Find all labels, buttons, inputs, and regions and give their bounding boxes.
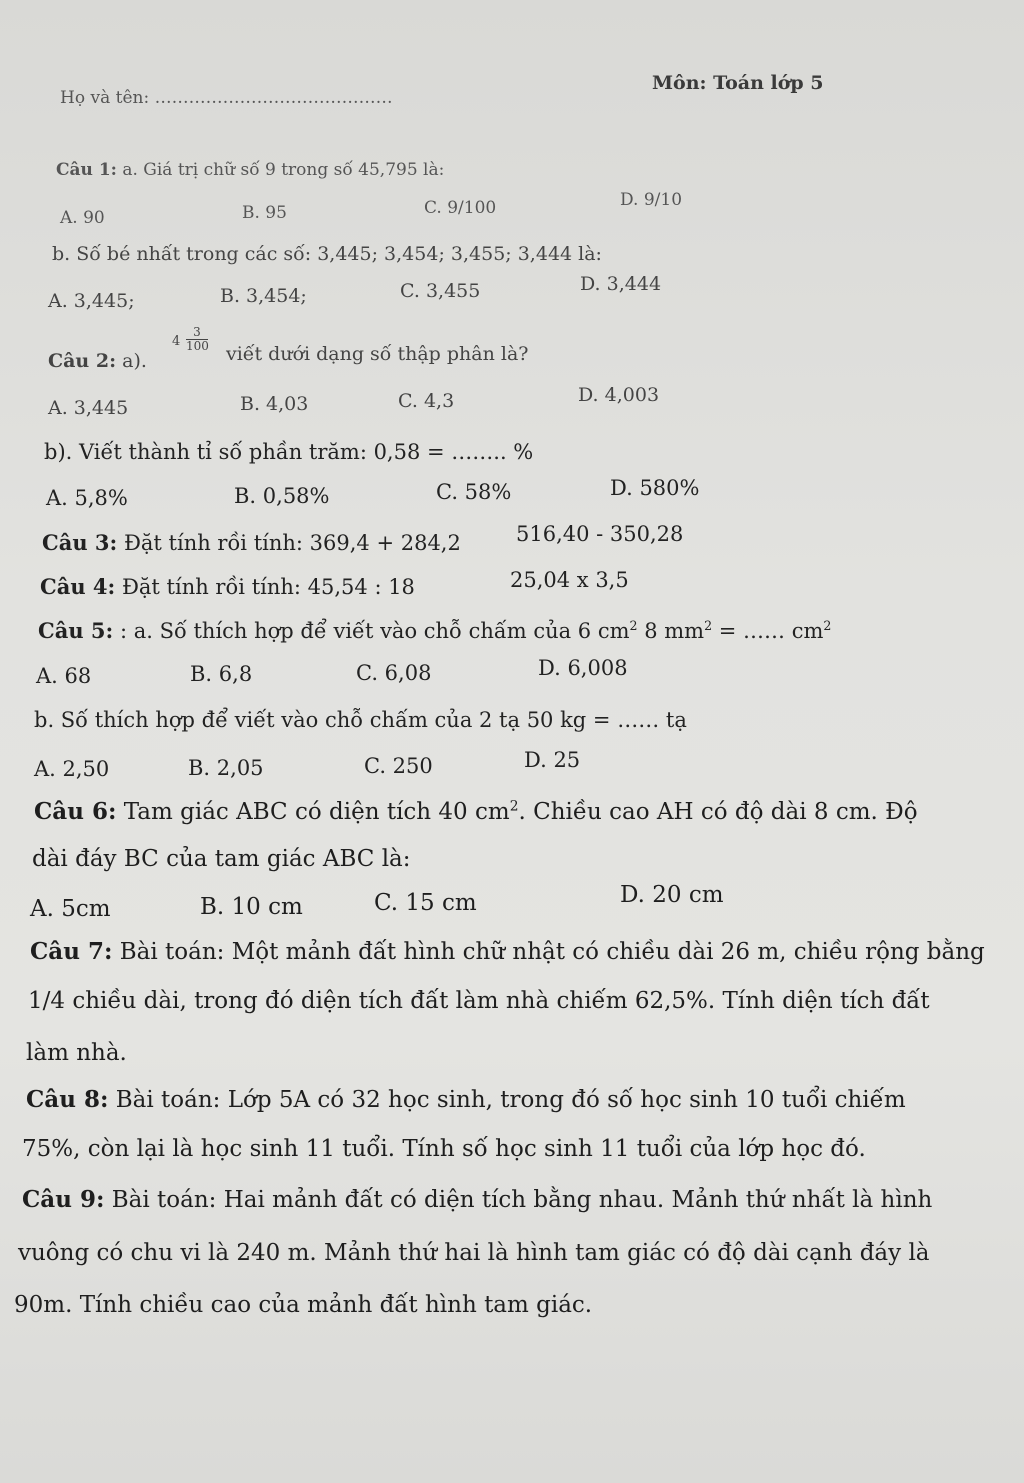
q5-b-option-c: C. 250 (364, 754, 433, 778)
q8-line-2: 75%, còn lại là học sinh 11 tuổi. Tính số học sinh 11 tuổi của lớp học đó. (22, 1136, 866, 1162)
q5-a-text: : a. Số thích hợp để viết vào chỗ chấm của 6 cm (119, 619, 630, 643)
q5-sup-3: 2 (823, 618, 832, 633)
q9-text-1: Bài toán: Hai mảnh đất có diện tích bằng nhau. Mảnh thứ nhất là hình (111, 1187, 933, 1213)
q6-line-1 (34, 798, 918, 825)
q8-title: Câu 8: (26, 1086, 109, 1113)
q2-a-option-c: C. 4,3 (398, 390, 455, 412)
q5-a-end: = …… cm (712, 619, 824, 643)
q2-b-option-c: C. 58% (436, 480, 512, 504)
q5-sup-2: 2 (704, 618, 713, 633)
q4-line (40, 574, 415, 599)
q5-b-text: b. Số thích hợp để viết vào chỗ chấm của 2 tạ 50 kg = …… tạ (34, 708, 687, 732)
q5-a-option-b: B. 6,8 (190, 662, 253, 686)
q1-b-option-a: A. 3,445; (48, 290, 135, 312)
q7-line-1 (30, 938, 985, 965)
q1-a-text: a. Giá trị chữ số 9 trong số 45,795 là: (122, 160, 445, 180)
q6-text-1a: Tam giác ABC có diện tích 40 cm (123, 799, 510, 825)
q5-title: Câu 5: (38, 618, 114, 643)
q6-option-a: A. 5cm (30, 896, 111, 922)
q1-title: Câu 1: (56, 160, 117, 180)
q1-b-option-d: D. 3,444 (580, 273, 662, 295)
q1-a-option-d: D. 9/10 (620, 190, 683, 210)
q5-a-option-d: D. 6,008 (538, 656, 628, 680)
q4-expression-2: 25,04 x 3,5 (510, 568, 629, 592)
q5-a-option-a: A. 68 (36, 664, 92, 688)
subject-title: Môn: Toán lớp 5 (652, 72, 824, 94)
q6-text-1b: . Chiều cao AH có độ dài 8 cm. Độ (518, 799, 918, 825)
q2-fraction (186, 326, 208, 353)
q6-line-2: dài đáy BC của tam giác ABC là: (32, 846, 411, 872)
q6-option-c: C. 15 cm (374, 890, 477, 916)
q2-fraction-denominator: 100 (186, 339, 209, 353)
q7-title: Câu 7: (30, 938, 113, 965)
q5-a-line (38, 618, 831, 643)
q4-title: Câu 4: (40, 574, 116, 599)
q2-b-option-d: D. 580% (610, 476, 700, 500)
q3-text: Đặt tính rồi tính: 369,4 + 284,2 (123, 531, 461, 555)
q2-title: Câu 2: (48, 350, 117, 372)
q6-option-b: B. 10 cm (200, 894, 303, 920)
q9-line-2: vuông có chu vi là 240 m. Mảnh thứ hai là hình tam giác có độ dài cạnh đáy là (18, 1240, 930, 1266)
q2-b-option-a: A. 5,8% (46, 486, 128, 510)
q1-a-option-a: A. 90 (60, 208, 105, 228)
q3-expression-2: 516,40 - 350,28 (516, 522, 684, 546)
q1-a-option-c: C. 9/100 (424, 198, 497, 218)
q1-a-option-b: B. 95 (242, 203, 287, 223)
q3-title: Câu 3: (42, 530, 118, 555)
q1-a-line (56, 160, 444, 180)
q2-a-prefix: a). (122, 350, 147, 372)
q2-b-option-b: B. 0,58% (234, 484, 330, 508)
q5-b-option-b: B. 2,05 (188, 756, 264, 780)
q6-title: Câu 6: (34, 798, 117, 825)
q1-b-option-b: B. 3,454; (220, 285, 307, 307)
q2-fraction-numerator: 3 (186, 326, 208, 340)
q5-a-mid: 8 mm (637, 619, 705, 643)
q9-line-3: 90m. Tính chiều cao của mảnh đất hình tam giác. (14, 1292, 593, 1318)
q6-sup: 2 (509, 798, 519, 815)
q8-line-1 (26, 1086, 906, 1113)
q5-a-option-c: C. 6,08 (356, 661, 432, 685)
q9-title: Câu 9: (22, 1186, 105, 1213)
q2-a-line (48, 350, 147, 372)
q1-b-text: b. Số bé nhất trong các số: 3,445; 3,454; 3,455; 3,444 là: (52, 243, 602, 265)
q1-b-option-c: C. 3,455 (400, 280, 481, 302)
student-name-label: Họ và tên: …………………………………… (60, 88, 393, 108)
q7-line-3: làm nhà. (26, 1040, 127, 1066)
q7-text-1: Bài toán: Một mảnh đất hình chữ nhật có chiều dài 26 m, chiều rộng bằng (119, 939, 985, 965)
q2-b-text: b). Viết thành tỉ số phần trăm: 0,58 = …….. % (44, 440, 534, 464)
q5-sup-1: 2 (629, 618, 638, 633)
q2-a-option-b: B. 4,03 (240, 393, 309, 415)
q2-a-option-d: D. 4,003 (578, 384, 660, 406)
q5-b-option-a: A. 2,50 (34, 757, 110, 781)
q2-a-option-a: A. 3,445 (48, 397, 129, 419)
q4-text: Đặt tính rồi tính: 45,54 : 18 (121, 575, 415, 599)
q3-line (42, 530, 461, 555)
q5-b-option-d: D. 25 (524, 748, 581, 772)
q6-option-d: D. 20 cm (620, 882, 724, 908)
q7-line-2: 1/4 chiều dài, trong đó diện tích đất làm nhà chiếm 62,5%. Tính diện tích đất (28, 988, 930, 1014)
q2-a-text: viết dưới dạng số thập phân là? (226, 343, 529, 365)
q9-line-1 (22, 1186, 932, 1213)
q8-text-1: Bài toán: Lớp 5A có 32 học sinh, trong đó số học sinh 10 tuổi chiếm (115, 1087, 906, 1113)
q2-mixed-whole: 4 (172, 334, 181, 349)
